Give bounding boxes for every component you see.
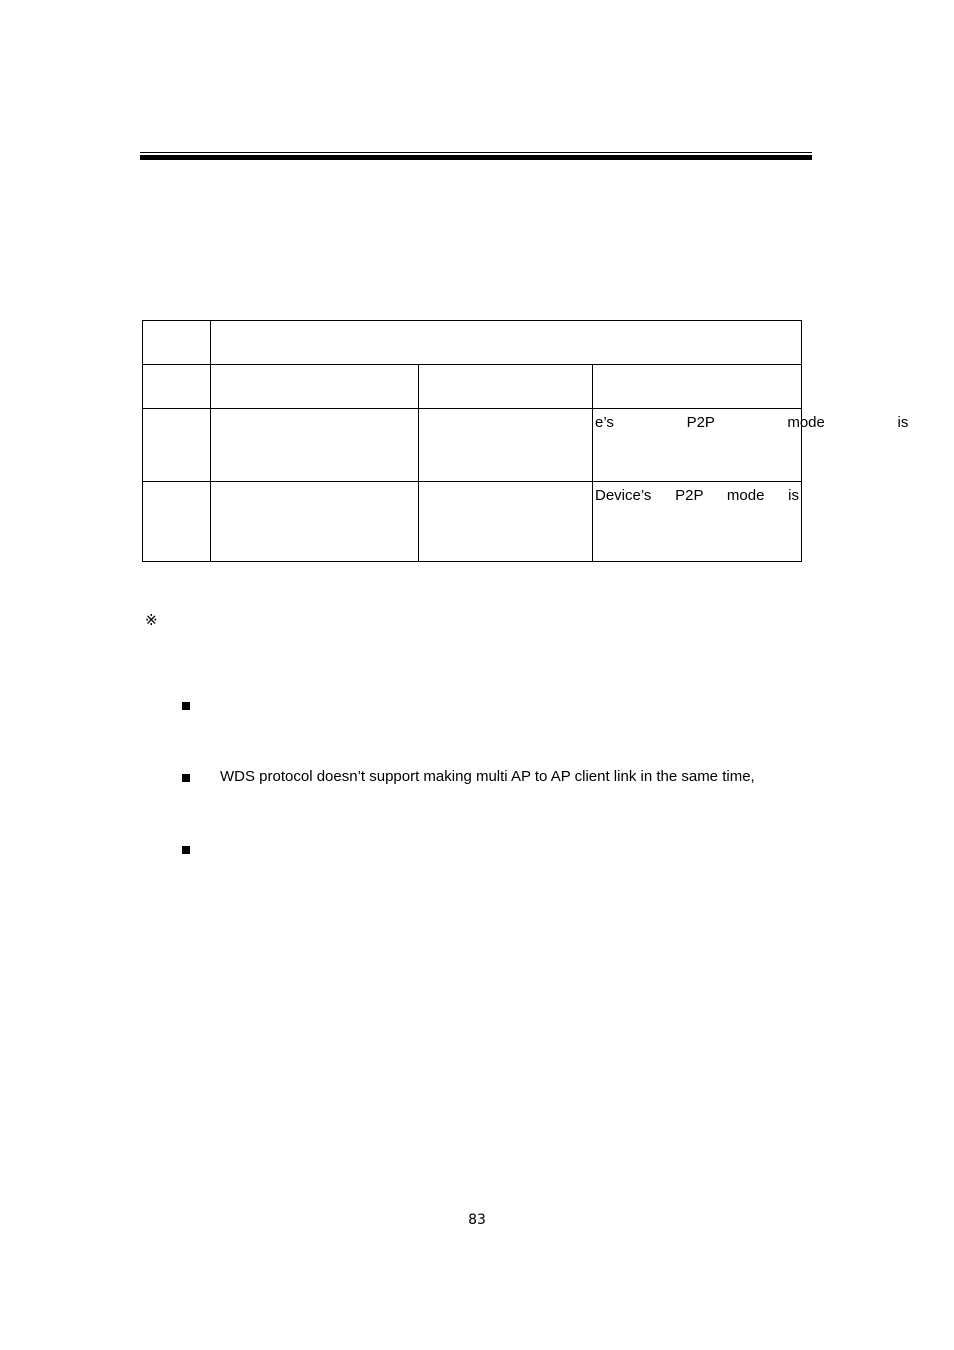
table-cell xyxy=(143,365,211,409)
table-cell xyxy=(593,365,802,409)
table-cell xyxy=(211,321,802,365)
table-cell xyxy=(143,409,211,482)
bullet-icon xyxy=(182,702,190,710)
table-row xyxy=(143,321,802,365)
header-rule-thick xyxy=(140,155,812,160)
bullet-text: WDS protocol doesn’t support making multi AP to AP client link in the same time, xyxy=(220,768,755,785)
p2p-table xyxy=(142,320,909,562)
header-rule-thin xyxy=(140,152,812,153)
bullet-icon xyxy=(182,846,190,854)
note-symbol: ※ xyxy=(145,611,158,629)
p2p-mode-text: e’s P2P mode is xyxy=(595,414,909,431)
page-number: 83 xyxy=(468,1212,486,1228)
table-cell xyxy=(419,409,593,482)
table-cell xyxy=(419,482,593,562)
table-cell xyxy=(143,482,211,562)
table-row xyxy=(143,365,802,409)
device-p2p-mode-text: Device’s P2P mode is xyxy=(595,487,800,504)
table-cell xyxy=(593,409,909,482)
table-cell xyxy=(593,482,802,562)
table-cell xyxy=(419,365,593,409)
table-cell xyxy=(211,365,419,409)
table-cell xyxy=(143,321,211,365)
table-cell xyxy=(211,409,419,482)
bullet-icon xyxy=(182,774,190,782)
table-row xyxy=(143,409,802,482)
table-cell xyxy=(211,482,419,562)
table-row xyxy=(143,482,802,562)
